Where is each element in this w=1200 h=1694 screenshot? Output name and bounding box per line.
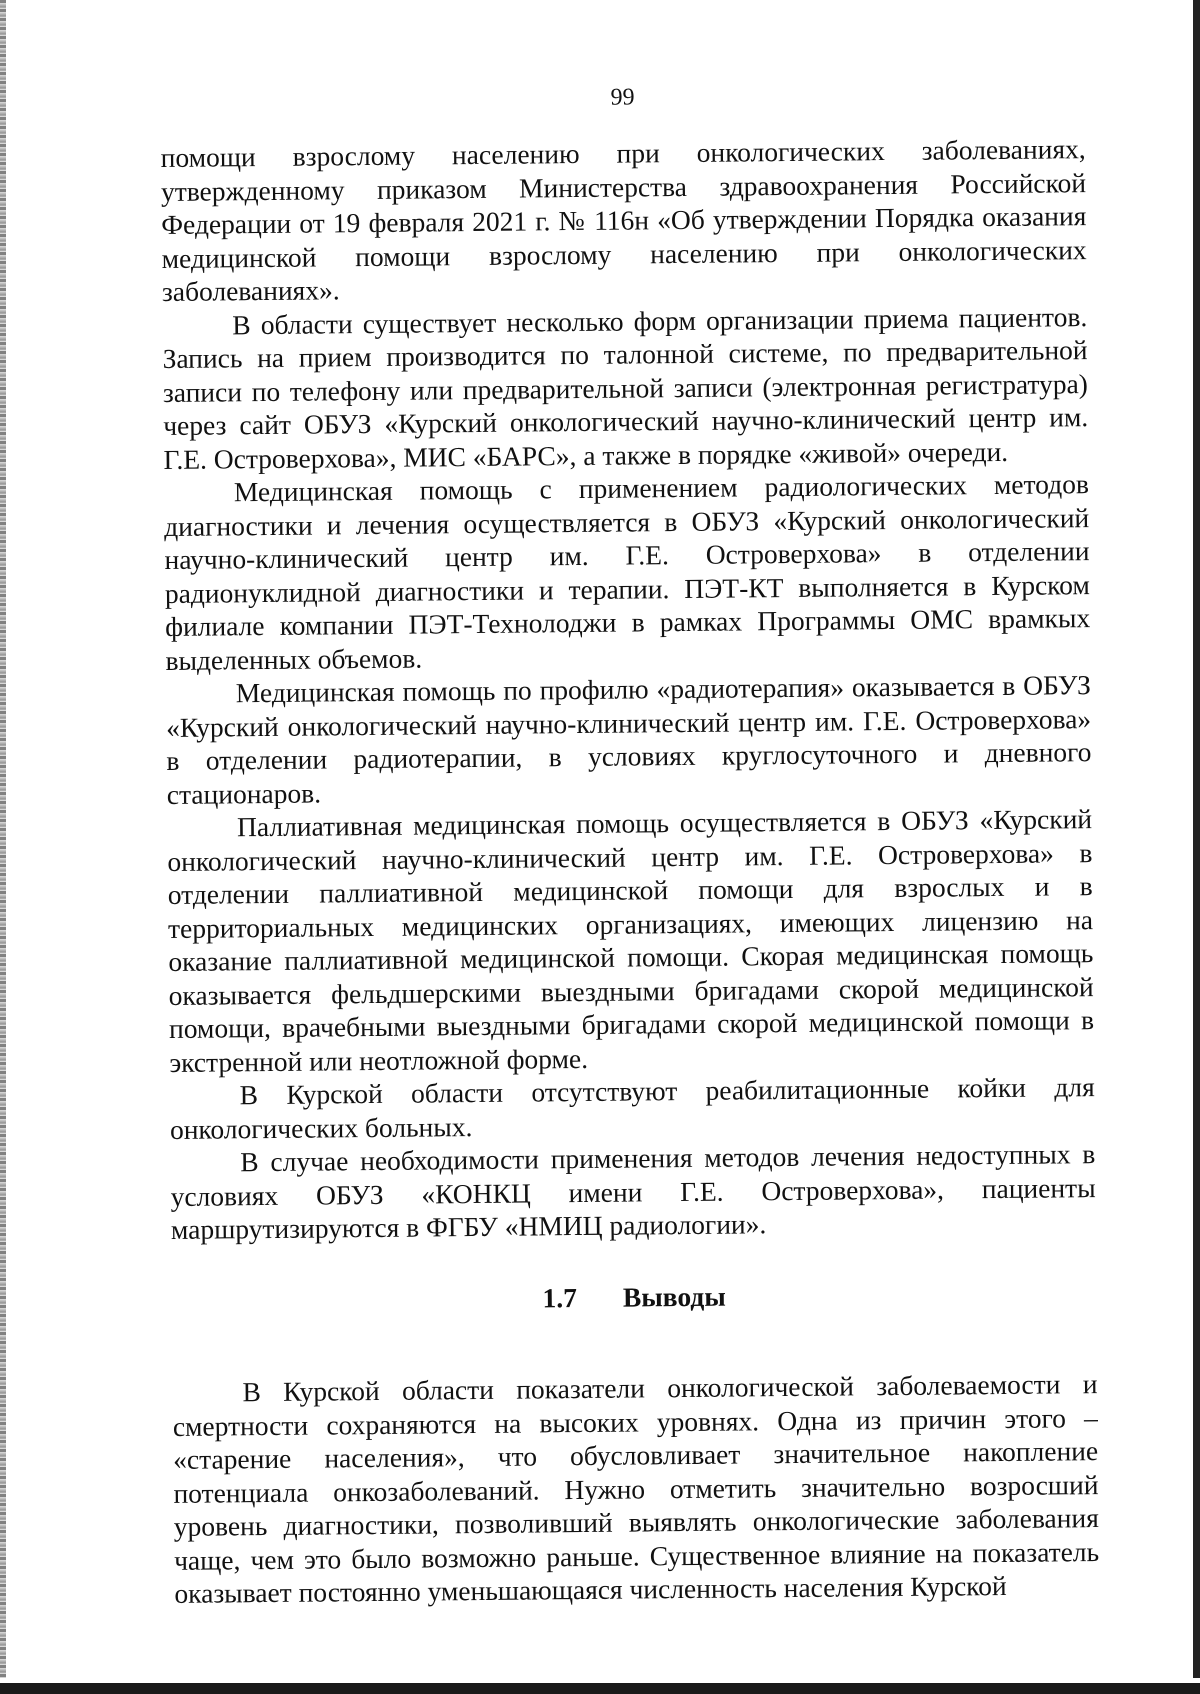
paragraph: В случае необходимости применения методов лечения недоступных в условиях ОБУЗ «КОНКЦ имени Г.Е. Островерхова», пациенты маршрутизируются в ФГБУ «НМИЦ радиологии». bbox=[170, 1138, 1096, 1245]
paragraph: помощи взрослому населению при онкологических заболеваниях, утвержденному приказом Министерства здравоохранения Российской Федерации от 19 февраля 2021 г. № 116н «Об утверждении Порядка оказания медицинской помощи взрослому населению при онкологических заболеваниях». bbox=[160, 133, 1087, 307]
page-number: 99 bbox=[610, 84, 635, 111]
paragraph: Паллиативная медицинская помощь осуществляется в ОБУЗ «Курский онкологический научно-клинический центр им. Г.Е. Островерхова» в отделении паллиативной медицинской помощи для взрослых и в территориальных медицинских организациях, имеющих лицензию на оказание паллиативной медицинской помощи. Скорая медицинская помощь оказывается фельдшерскими выездными бригадами скорой медицинской помощи, врачебными выездными бригадами скорой медицинской помощи в экстренной или неотложной форме. bbox=[167, 803, 1095, 1078]
page-content bbox=[160, 79, 1100, 1610]
section-number: 1.7 bbox=[542, 1281, 578, 1313]
section-heading bbox=[171, 1276, 1096, 1318]
paragraph: Медицинская помощь с применением радиологических методов диагностики и лечения осуществляется в ОБУЗ «Курский онкологический научно-клинический центр им. Г.Е. Островерхова» в отделении радионуклидной диагностики и терапии. ПЭТ-КТ выполняется в Курском филиале компании ПЭТ-Технолоджи в рамках Программы ОМС врамкых выделенных объемов. bbox=[164, 468, 1091, 676]
paragraphs-before-heading bbox=[161, 132, 1097, 1246]
scan-edge-bottom bbox=[0, 1678, 1200, 1694]
paragraph: В области существует несколько форм организации приема пациентов. Запись на прием производится по талонной системе, по предварительной записи по телефону или предварительной записи (электронная регистратура) через сайт ОБУЗ «Курский онкологический научно-клинический центр им. Г.Е. Островерхова», МИС «БАРС», а также в порядке «живой» очереди. bbox=[162, 300, 1089, 475]
paragraphs-after-heading bbox=[172, 1367, 1099, 1610]
paragraph: В Курской области показатели онкологической заболеваемости и смертности сохраняются на высоких уровнях. Одна из причин этого – «старение населения», что обусловливает значительное накопление потенциала онкозаболеваний. Нужно отметить значительно возросший уровень диагностики, позволивший выявлять онкологические заболевания чаще, чем это было возможно раньше. Существенное влияние на показатель оказывает постоянно уменьшающаяся численность населения Курской bbox=[172, 1368, 1100, 1609]
section-title: Выводы bbox=[622, 1280, 726, 1313]
paragraph: Медицинская помощь по профилю «радиотерапия» оказывается в ОБУЗ «Курский онкологический научно-клинический центр им. Г.Е. Островерхова» в отделении радиотерапии, в условиях круглосуточного и дневного стационаров. bbox=[165, 669, 1092, 810]
scan-edge-right bbox=[1188, 0, 1200, 1694]
paragraph: В Курской области отсутствуют реабилитационные койки для онкологических больных. bbox=[169, 1071, 1095, 1145]
scan-edge-left bbox=[0, 0, 6, 1694]
